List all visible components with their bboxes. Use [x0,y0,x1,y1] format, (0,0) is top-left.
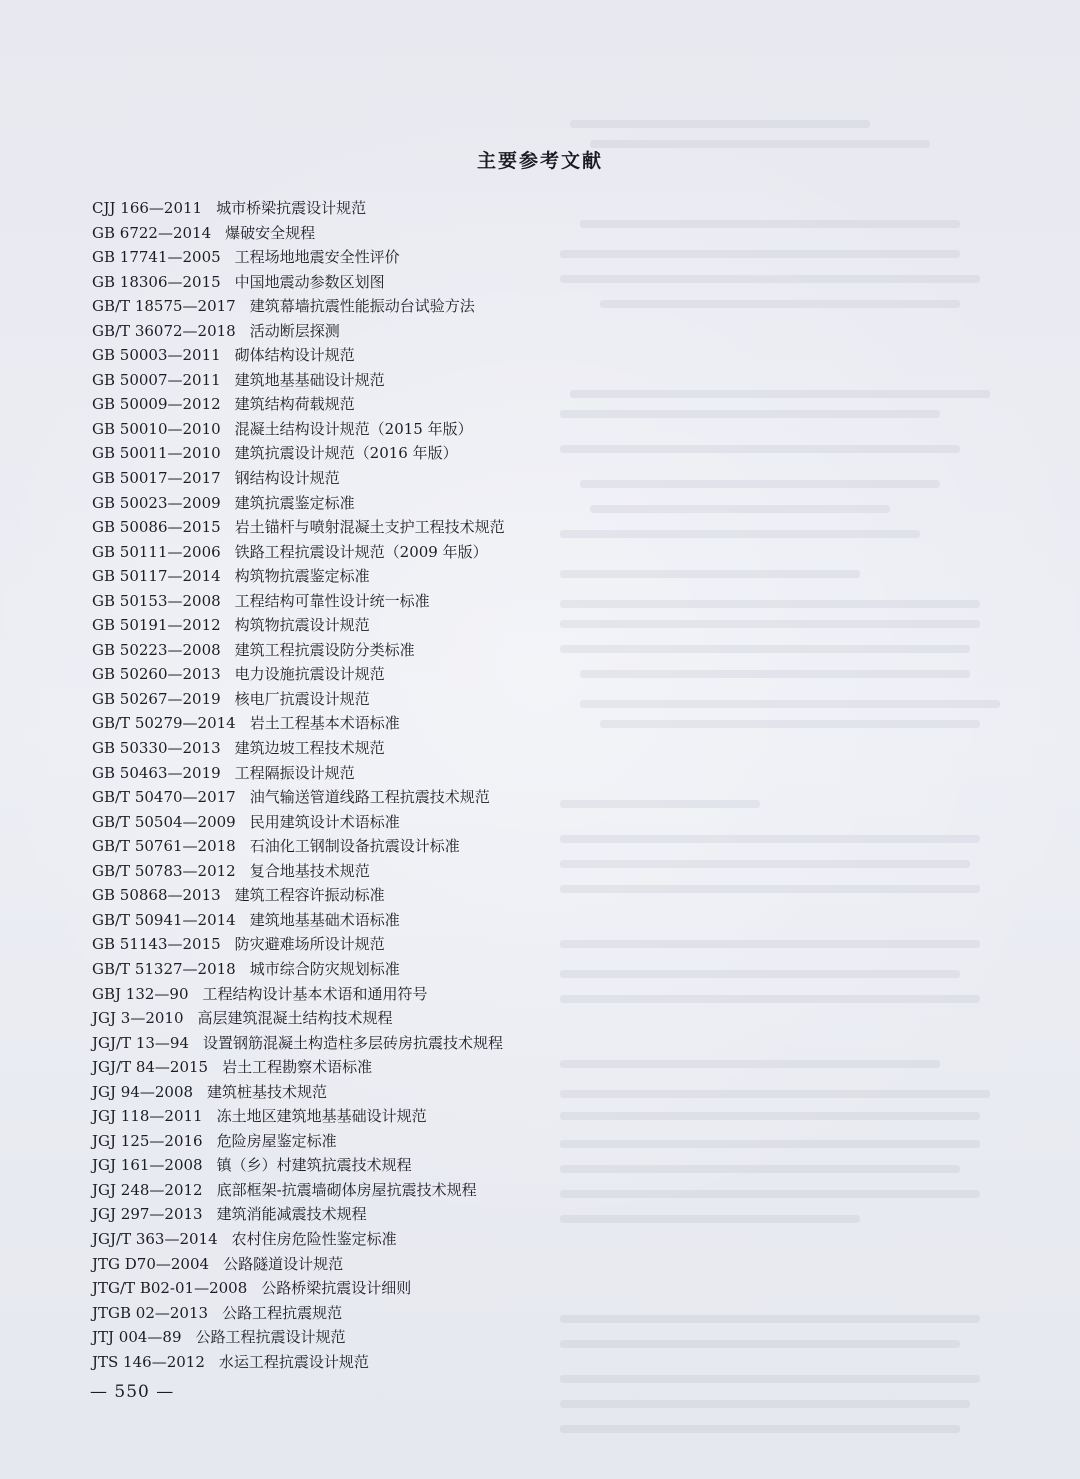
reference-code: GB 50153—2008 [92,591,221,610]
reference-item [92,196,505,221]
reference-item [92,1227,505,1252]
reference-title: 建筑桩基技术规范 [207,1082,328,1101]
reference-item [92,270,505,295]
reference-item [92,1006,505,1031]
reference-title: 爆破安全规程 [225,223,316,242]
reference-code: GB 50267—2019 [92,689,221,708]
reference-code: GB/T 50941—2014 [92,910,236,929]
reference-item [92,245,505,270]
reference-code: GB/T 18575—2017 [92,297,236,316]
reference-item [92,662,505,687]
reference-list [92,196,505,1374]
reference-item [92,613,505,638]
reference-title: 公路桥梁抗震设计细则 [261,1279,412,1298]
reference-item [92,1350,505,1375]
reference-code: GB 50463—2019 [92,763,221,782]
reference-item [92,1276,505,1301]
reference-title: 中国地震动参数区划图 [234,272,385,291]
reference-code: GB 50868—2013 [92,886,221,905]
reference-item [92,319,505,344]
reference-code: GB 50003—2011 [92,346,221,365]
reference-title: 镇（乡）村建筑抗震技术规程 [216,1156,412,1175]
reference-item [92,466,505,491]
reference-title: 石油化工钢制设备抗震设计标准 [249,837,460,856]
reference-title: 公路工程抗震设计规范 [195,1328,346,1347]
reference-code: GB 50017—2017 [92,469,221,488]
reference-title: 建筑抗震鉴定标准 [234,493,355,512]
reference-item [92,810,505,835]
reference-item [92,1129,505,1154]
reference-code: GB 50330—2013 [92,739,221,758]
reference-code: JGJ 161—2008 [92,1156,203,1175]
reference-code: GB 50086—2015 [92,518,221,537]
reference-code: GB 50009—2012 [92,395,221,414]
reference-title: 岩土锚杆与喷射混凝土支护工程技术规范 [234,518,505,537]
reference-item [92,1080,505,1105]
reference-title: 城市综合防灾规划标准 [249,959,400,978]
reference-code: JGJ 3—2010 [92,1009,184,1028]
reference-title: 工程场地地震安全性评价 [234,248,400,267]
reference-code: JGJ 125—2016 [92,1131,203,1150]
reference-item [92,491,505,516]
reference-title: 混凝土结构设计规范（2015 年版） [234,419,473,438]
reference-title: 冻土地区建筑地基基础设计规范 [216,1107,427,1126]
reference-code: GB 17741—2005 [92,248,221,267]
reference-title: 构筑物抗震设计规范 [234,616,370,635]
reference-title: 高层建筑混凝土结构技术规程 [197,1009,393,1028]
reference-item [92,1301,505,1326]
reference-item [92,761,505,786]
reference-item [92,908,505,933]
reference-code: GB 50023—2009 [92,493,221,512]
reference-code: JTGB 02—2013 [92,1303,209,1322]
reference-title: 建筑工程抗震设防分类标准 [234,640,415,659]
reference-title: 建筑边坡工程技术规范 [234,739,385,758]
reference-title: 复合地基技术规范 [249,861,370,880]
reference-code: JTG D70—2004 [92,1254,210,1273]
reference-title: 建筑工程容许振动标准 [234,886,385,905]
reference-code: GB/T 36072—2018 [92,321,236,340]
reference-code: GB 50111—2006 [92,542,221,561]
reference-title: 岩土工程基本术语标准 [249,714,400,733]
reference-title: 构筑物抗震鉴定标准 [234,567,370,586]
reference-item [92,1031,505,1056]
reference-title: 建筑消能减震技术规程 [216,1205,367,1224]
reference-title: 砌体结构设计规范 [234,346,355,365]
reference-code: GB/T 50504—2009 [92,812,236,831]
bleed-through-text [560,100,1000,1380]
reference-item [92,1252,505,1277]
reference-title: 水运工程抗震设计规范 [218,1352,369,1371]
reference-title: 农村住房危险性鉴定标准 [231,1229,397,1248]
reference-title: 油气输送管道线路工程抗震技术规范 [249,788,490,807]
reference-code: GB 50010—2010 [92,419,221,438]
reference-item [92,392,505,417]
reference-item [92,343,505,368]
reference-code: GB 18306—2015 [92,272,221,291]
reference-title: 防灾避难场所设计规范 [234,935,385,954]
reference-code: GB 50117—2014 [92,567,221,586]
reference-code: JGJ 248—2012 [92,1180,203,1199]
reference-code: GB/T 50783—2012 [92,861,236,880]
reference-title: 民用建筑设计术语标准 [249,812,400,831]
reference-code: GB/T 50470—2017 [92,788,236,807]
reference-code: CJJ 166—2011 [92,199,203,217]
reference-item [92,1178,505,1203]
reference-title: 建筑抗震设计规范（2016 年版） [234,444,458,463]
reference-item [92,1153,505,1178]
reference-item [92,834,505,859]
reference-code: JGJ/T 363—2014 [92,1229,218,1248]
reference-item [92,883,505,908]
reference-title: 底部框架-抗震墙砌体房屋抗震技术规程 [216,1180,477,1199]
reference-title: 公路隧道设计规范 [223,1254,344,1273]
reference-item [92,540,505,565]
reference-code: GB 50191—2012 [92,616,221,635]
reference-code: GB 51143—2015 [92,935,221,954]
reference-code: GB 50011—2010 [92,444,221,463]
reference-item [92,1055,505,1080]
reference-code: JGJ/T 13—94 [92,1033,190,1052]
reference-code: JGJ 118—2011 [92,1107,203,1126]
reference-title: 建筑结构荷载规范 [234,395,355,414]
reference-code: JGJ/T 84—2015 [92,1058,209,1077]
reference-title: 核电厂抗震设计规范 [234,689,370,708]
reference-title: 公路工程抗震规范 [222,1303,343,1322]
reference-title: 建筑地基基础术语标准 [249,910,400,929]
reference-item [92,785,505,810]
reference-item [92,294,505,319]
reference-code: GB 50007—2011 [92,370,221,389]
reference-item [92,368,505,393]
reference-item [92,711,505,736]
reference-code: GBJ 132—90 [92,984,189,1003]
reference-item [92,736,505,761]
reference-item [92,417,505,442]
reference-code: GB 50223—2008 [92,640,221,659]
page-title: 主要参考文献 [476,150,603,172]
reference-code: GB/T 51327—2018 [92,959,236,978]
reference-item [92,859,505,884]
reference-item [92,515,505,540]
reference-item [92,957,505,982]
reference-title: 工程结构可靠性设计统一标准 [234,591,430,610]
reference-code: JTG/T B02-01—2008 [92,1279,248,1298]
reference-title: 危险房屋鉴定标准 [216,1131,337,1150]
page-number: — 550 — [90,1382,175,1402]
reference-title: 铁路工程抗震设计规范（2009 年版） [234,542,488,561]
reference-code: GB/T 50761—2018 [92,837,236,856]
reference-item [92,221,505,246]
reference-item [92,638,505,663]
reference-item [92,932,505,957]
reference-code: JTJ 004—89 [92,1328,182,1347]
reference-title: 工程隔振设计规范 [234,763,355,782]
reference-item [92,564,505,589]
reference-code: JTS 146—2012 [92,1352,205,1371]
reference-title: 岩土工程勘察术语标准 [222,1058,373,1077]
reference-item [92,1325,505,1350]
reference-title: 建筑幕墙抗震性能振动台试验方法 [249,297,475,316]
reference-title: 设置钢筋混凝土构造柱多层砖房抗震技术规程 [203,1033,504,1052]
reference-item [92,982,505,1007]
reference-item [92,687,505,712]
reference-item [92,1202,505,1227]
reference-code: JGJ 94—2008 [92,1082,194,1101]
reference-code: GB/T 50279—2014 [92,714,236,733]
reference-item [92,1104,505,1129]
reference-title: 活动断层探测 [249,321,340,340]
reference-code: GB 6722—2014 [92,223,212,242]
reference-code: GB 50260—2013 [92,665,221,684]
reference-title: 电力设施抗震设计规范 [234,665,385,684]
reference-title: 工程结构设计基本术语和通用符号 [202,984,428,1003]
reference-title: 钢结构设计规范 [234,469,340,488]
reference-title: 城市桥梁抗震设计规范 [216,199,367,217]
reference-item [92,441,505,466]
reference-item [92,589,505,614]
reference-code: JGJ 297—2013 [92,1205,203,1224]
reference-title: 建筑地基基础设计规范 [234,370,385,389]
